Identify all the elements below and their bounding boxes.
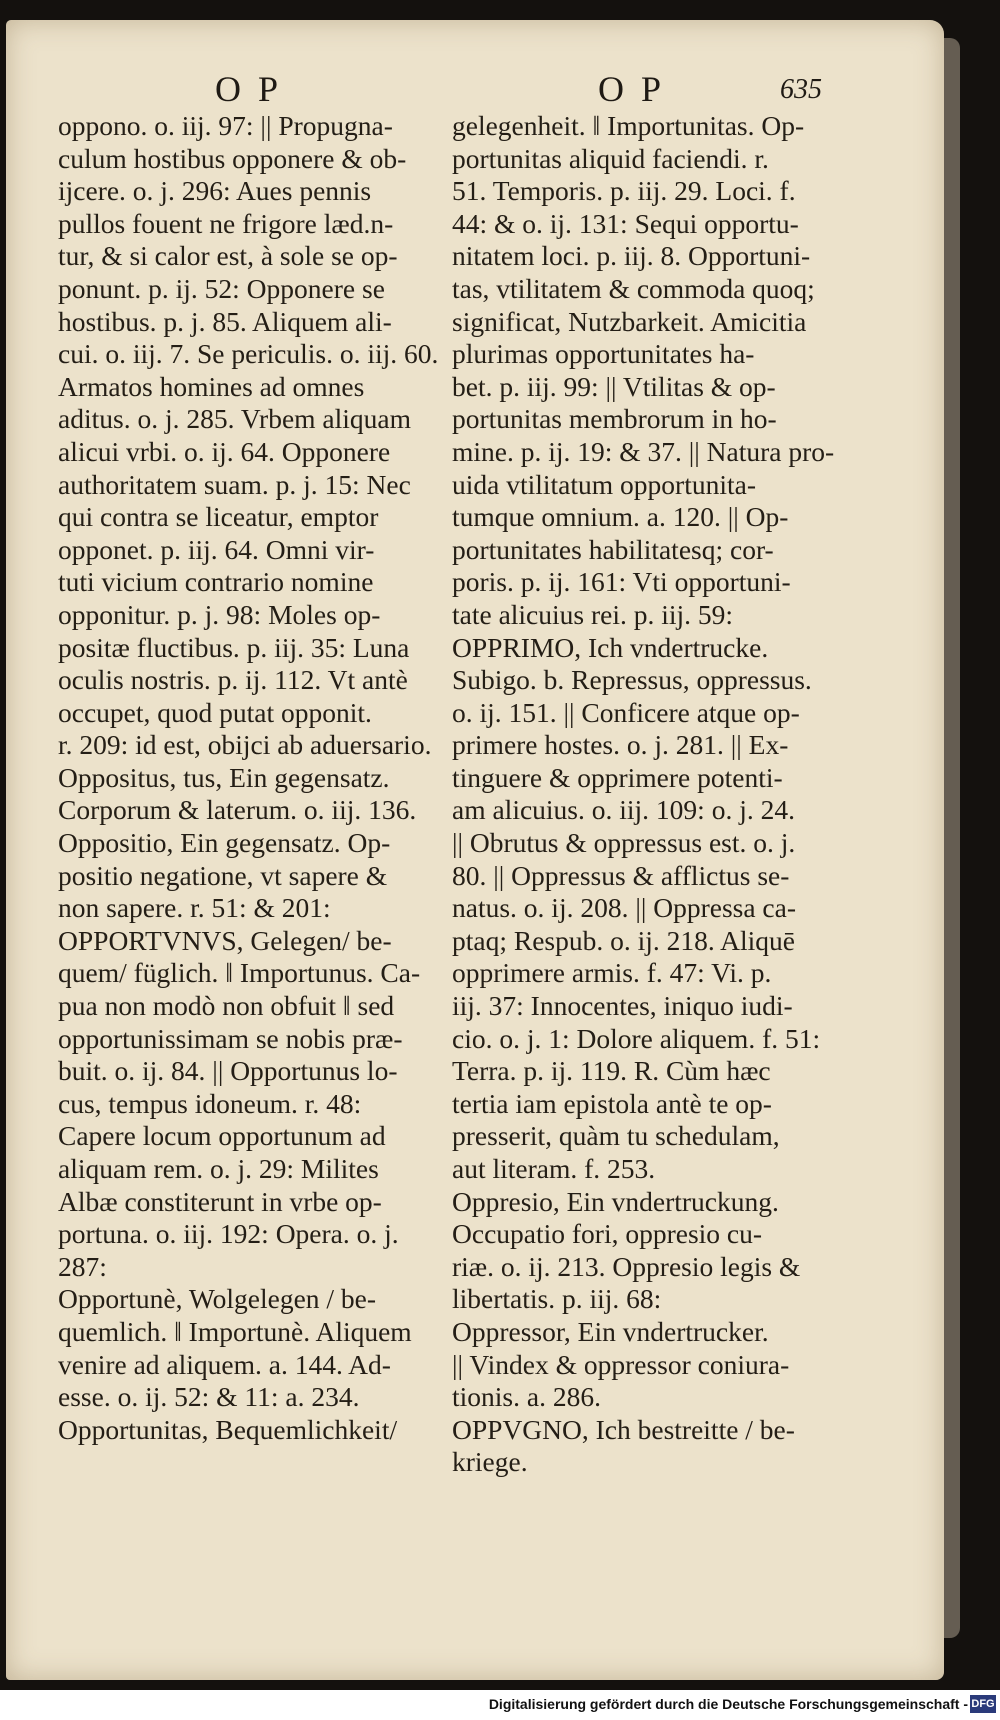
text-line: tuti vicium contrario nomine bbox=[58, 566, 374, 598]
text-line: Oppresio, Ein vndertruckung. bbox=[452, 1185, 779, 1217]
text-line: pua non modò non obfuit ‖ sed bbox=[58, 990, 395, 1022]
text-line: OPPRIMO, Ich vndertrucke. bbox=[452, 631, 769, 663]
text-line: r. 209: id est, obijci ab aduersario. bbox=[58, 729, 432, 761]
text-line: 80. || Oppressus & afflictus se- bbox=[452, 859, 790, 891]
text-line: Opportunè, Wolgelegen / be- bbox=[58, 1283, 377, 1315]
text-line: aut literam. f. 253. bbox=[452, 1153, 656, 1184]
text-line: pullos fouent ne frigore læd.n- bbox=[58, 207, 394, 239]
text-line: aliquam rem. o. j. 29: Milites bbox=[58, 1153, 379, 1184]
text-line: tinguere & opprimere potenti- bbox=[452, 761, 783, 793]
text-line: culum hostibus opponere & ob- bbox=[58, 142, 407, 174]
text-line: non sapere. r. 51: & 201: bbox=[58, 892, 331, 924]
text-line: 44: & o. ij. 131: Sequi opportu- bbox=[452, 207, 799, 239]
left-column bbox=[58, 110, 446, 1446]
text-line: mine. p. ij. 19: & 37. || Natura pro- bbox=[452, 435, 835, 467]
text-line: Oppositus, tus, Ein gegensatz. bbox=[58, 761, 390, 793]
text-line: cio. o. j. 1: Dolore aliquem. f. 51: bbox=[452, 1022, 821, 1054]
text-line: aditus. o. j. 285. Vrbem aliquam bbox=[58, 403, 412, 435]
text-line: opponet. p. iij. 64. Omni vir- bbox=[58, 533, 375, 565]
text-line: oculis nostris. p. ij. 112. Vt antè bbox=[58, 664, 408, 696]
text-line: cui. o. iij. 7. Se periculis. o. iij. 60. bbox=[58, 338, 439, 370]
text-line: quemlich. ‖ Importunè. Aliquem bbox=[58, 1315, 412, 1347]
text-line: plurimas opportunitates ha- bbox=[452, 338, 755, 370]
text-line: primere hostes. o. j. 281. || Ex- bbox=[452, 729, 789, 761]
text-line: tate alicuius rei. p. iij. 59: bbox=[452, 598, 734, 630]
text-line: opportunissimam se nobis præ- bbox=[58, 1022, 403, 1054]
right-column bbox=[452, 110, 857, 1479]
text-line: o. ij. 151. || Conficere atque op- bbox=[452, 696, 800, 728]
text-line: alicui vrbi. o. ij. 64. Opponere bbox=[58, 435, 391, 467]
text-line: || Vindex & oppressor coniura- bbox=[452, 1348, 790, 1380]
text-line: kriege. bbox=[452, 1446, 528, 1478]
text-line: Albæ constiterunt in vrbe op- bbox=[58, 1185, 382, 1217]
text-line: tur, & si calor est, à sole se op- bbox=[58, 240, 398, 272]
text-line: OPPORTVNVS, Gelegen/ be- bbox=[58, 924, 392, 956]
text-line: quem/ füglich. ‖ Importunus. Ca- bbox=[58, 957, 421, 989]
text-line: positæ fluctibus. p. iij. 35: Luna bbox=[58, 631, 410, 663]
text-line: buit. o. ij. 84. || Opportunus lo- bbox=[58, 1055, 398, 1087]
text-line: iij. 37: Innocentes, iniquo iudi- bbox=[452, 990, 793, 1022]
text-line: Capere locum opportunum ad bbox=[58, 1120, 386, 1152]
text-line: Occupatio fori, oppresio cu- bbox=[452, 1218, 763, 1250]
text-line: ptaq; Respub. o. ij. 218. Aliquē bbox=[452, 924, 795, 956]
text-line: positio negatione, vt sapere & bbox=[58, 859, 388, 891]
text-line: tumque omnium. a. 120. || Op- bbox=[452, 501, 789, 533]
text-line: riæ. o. ij. 213. Oppresio legis & bbox=[452, 1250, 801, 1282]
text-line: portunitates habilitatesq; cor- bbox=[452, 533, 774, 565]
text-line: portunitas aliquid faciendi. r. bbox=[452, 142, 769, 174]
text-line: opprimere armis. f. 47: Vi. p. bbox=[452, 957, 772, 989]
text-line: Subigo. b. Repressus, oppressus. bbox=[452, 664, 812, 696]
text-line: authoritatem suam. p. j. 15: Nec bbox=[58, 468, 411, 500]
text-line: qui contra se liceatur, emptor bbox=[58, 501, 379, 533]
text-line: || Obrutus & oppressus est. o. j. bbox=[452, 827, 796, 859]
running-head-right: O P bbox=[598, 69, 666, 109]
text-line: Corporum & laterum. o. iij. 136. bbox=[58, 794, 417, 826]
text-line: ponunt. p. ij. 52: Opponere se bbox=[58, 272, 385, 304]
text-line: Oppressor, Ein vndertrucker. bbox=[452, 1315, 769, 1347]
dfg-logo-icon: DFG bbox=[970, 1695, 996, 1713]
text-line: OPPVGNO, Ich bestreitte / be- bbox=[452, 1413, 795, 1445]
text-line: opponitur. p. j. 98: Moles op- bbox=[58, 598, 381, 630]
running-head-left: O P bbox=[215, 69, 283, 109]
page-edge bbox=[944, 38, 960, 1638]
text-line: gelegenheit. ‖ Importunitas. Op- bbox=[452, 110, 805, 141]
text-line: tertia iam epistola antè te op- bbox=[452, 1087, 772, 1119]
text-line: poris. p. ij. 161: Vti opportuni- bbox=[452, 566, 791, 598]
text-line: natus. o. ij. 208. || Oppressa ca- bbox=[452, 892, 796, 924]
text-line: presserit, quàm tu schedulam, bbox=[452, 1120, 780, 1152]
text-line: Oppositio, Ein gegensatz. Op- bbox=[58, 827, 391, 859]
text-line: tionis. a. 286. bbox=[452, 1381, 601, 1413]
text-line: Opportunitas, Bequemlichkeit/ bbox=[58, 1413, 398, 1445]
text-line: Terra. p. ij. 119. R. Cùm hæc bbox=[452, 1055, 771, 1087]
digitization-footer bbox=[0, 1690, 1000, 1720]
footer-credit: Digitalisierung gefördert durch die Deutsche Forschungsgemeinschaft - bbox=[488, 1696, 968, 1712]
text-line: oppono. o. iij. 97: || Propugna- bbox=[58, 110, 393, 141]
text-line: 287: bbox=[58, 1250, 107, 1282]
text-line: portuna. o. iij. 192: Opera. o. j. bbox=[58, 1218, 399, 1250]
text-line: cus, tempus idoneum. r. 48: bbox=[58, 1087, 362, 1119]
text-line: tas, vtilitatem & commoda quoq; bbox=[452, 272, 815, 304]
text-line: Armatos homines ad omnes bbox=[58, 370, 365, 402]
text-line: uida vtilitatum opportunita- bbox=[452, 468, 756, 500]
text-line: ijcere. o. j. 296: Aues pennis bbox=[58, 175, 372, 207]
text-line: significat, Nutzbarkeit. Amicitia bbox=[452, 305, 807, 337]
text-line: venire ad aliquem. a. 144. Ad- bbox=[58, 1348, 391, 1380]
text-line: esse. o. ij. 52: & 11: a. 234. bbox=[58, 1381, 360, 1413]
text-line: portunitas membrorum in ho- bbox=[452, 403, 777, 435]
text-line: bet. p. iij. 99: || Vtilitas & op- bbox=[452, 370, 776, 402]
text-line: occupet, quod putat opponit. bbox=[58, 696, 372, 728]
text-line: libertatis. p. iij. 68: bbox=[452, 1283, 662, 1315]
text-line: hostibus. p. j. 85. Aliquem ali- bbox=[58, 305, 392, 337]
page-number: 635 bbox=[780, 74, 822, 105]
text-line: 51. Temporis. p. iij. 29. Loci. f. bbox=[452, 175, 796, 207]
text-line: am alicuius. o. iij. 109: o. j. 24. bbox=[452, 794, 795, 826]
text-line: nitatem loci. p. iij. 8. Opportuni- bbox=[452, 240, 811, 272]
